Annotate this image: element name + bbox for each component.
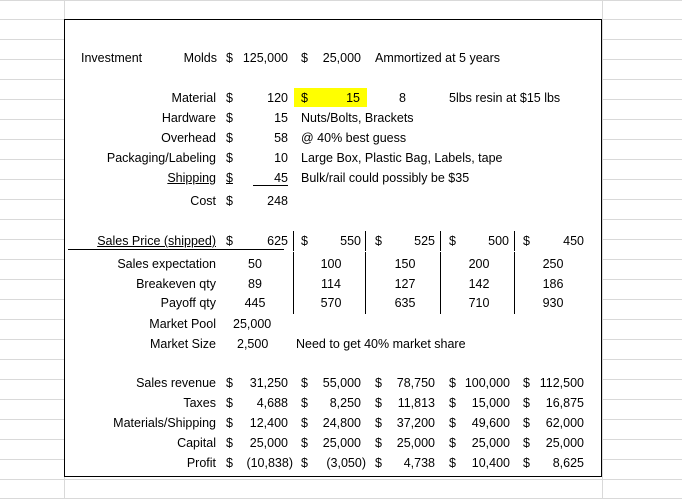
column-divider [293, 231, 294, 251]
market-size-value[interactable]: 2,500 [237, 337, 269, 351]
taxes-currency-5[interactable]: $ [523, 396, 530, 410]
sales-price-value-1[interactable]: 625 [267, 234, 288, 248]
sales-price-underline [68, 249, 284, 250]
sales-revenue-currency-4[interactable]: $ [449, 376, 456, 390]
sales-expectation-value-4[interactable]: 200 [468, 257, 490, 271]
materials-shipping-value-2[interactable]: 24,800 [322, 416, 361, 430]
capital-value-3[interactable]: 25,000 [396, 436, 435, 450]
sales-revenue-value-3[interactable]: 78,750 [396, 376, 435, 390]
sales-revenue-value-5[interactable]: 112,500 [539, 376, 584, 390]
investment-label[interactable]: Investment [81, 51, 143, 65]
material-value[interactable]: 120 [267, 91, 288, 105]
payoff-value-5[interactable]: 930 [542, 296, 564, 310]
materials-shipping-value-1[interactable]: 12,400 [249, 416, 288, 430]
taxes-currency-4[interactable]: $ [449, 396, 456, 410]
profit-value-2[interactable]: (3,050) [326, 456, 366, 470]
molds-currency[interactable]: $ [226, 51, 233, 65]
overhead-note[interactable]: @ 40% best guess [301, 131, 407, 145]
materials-shipping-value-5[interactable]: 62,000 [545, 416, 584, 430]
column-divider [365, 252, 366, 314]
sales-revenue-value-4[interactable]: 100,000 [464, 376, 510, 390]
column-divider [365, 231, 366, 251]
material-qty[interactable]: 8 [399, 91, 406, 105]
breakeven-value-1[interactable]: 89 [248, 277, 262, 291]
materials-shipping-currency-3[interactable]: $ [375, 416, 382, 430]
payoff-value-4[interactable]: 710 [468, 296, 490, 310]
shipping-value[interactable]: 45 [274, 171, 288, 185]
breakeven-value-4[interactable]: 142 [468, 277, 490, 291]
sales-price-currency-5[interactable]: $ [523, 234, 530, 248]
profit-currency-2[interactable]: $ [301, 456, 308, 470]
sales-price-currency-3[interactable]: $ [375, 234, 382, 248]
packaging-currency[interactable]: $ [226, 151, 233, 165]
profit-currency-1[interactable]: $ [226, 456, 233, 470]
column-divider [514, 252, 515, 314]
shipping-label[interactable]: Shipping [167, 171, 216, 185]
shipping-note[interactable]: Bulk/rail could possibly be $35 [301, 171, 470, 185]
shipping-underline [253, 185, 288, 186]
materials-shipping-value-3[interactable]: 37,200 [396, 416, 435, 430]
sales-price-currency-4[interactable]: $ [449, 234, 456, 248]
capital-label[interactable]: Capital [177, 436, 216, 450]
materials-shipping-currency-2[interactable]: $ [301, 416, 308, 430]
profit-currency-4[interactable]: $ [449, 456, 456, 470]
market-pool-label[interactable]: Market Pool [149, 317, 216, 331]
taxes-currency-1[interactable]: $ [226, 396, 233, 410]
sales-revenue-value-1[interactable]: 31,250 [249, 376, 288, 390]
sales-price-value-4[interactable]: 500 [488, 234, 509, 248]
market-size-note[interactable]: Need to get 40% market share [296, 337, 466, 351]
materials-shipping-label[interactable]: Materials/Shipping [113, 416, 216, 430]
taxes-currency-2[interactable]: $ [301, 396, 308, 410]
capital-value-4[interactable]: 25,000 [471, 436, 510, 450]
capital-currency-3[interactable]: $ [375, 436, 382, 450]
breakeven-value-3[interactable]: 127 [394, 277, 416, 291]
sales-expectation-label[interactable]: Sales expectation [117, 257, 216, 271]
column-divider [440, 231, 441, 251]
column-divider [293, 252, 294, 314]
breakeven-label[interactable]: Breakeven qty [136, 277, 216, 291]
sales-revenue-currency-3[interactable]: $ [375, 376, 382, 390]
hardware-label[interactable]: Hardware [161, 111, 216, 125]
molds-currency-2[interactable]: $ [301, 51, 308, 65]
materials-shipping-currency-5[interactable]: $ [523, 416, 530, 430]
investment-note[interactable]: Ammortized at 5 years [375, 51, 501, 65]
profit-value-1[interactable]: (10,838) [246, 456, 293, 470]
capital-value-2[interactable]: 25,000 [322, 436, 361, 450]
profit-label[interactable]: Profit [186, 456, 216, 470]
profit-currency-3[interactable]: $ [375, 456, 382, 470]
sales-revenue-currency-2[interactable]: $ [301, 376, 308, 390]
breakeven-value-2[interactable]: 114 [321, 277, 341, 291]
molds-value[interactable]: 125,000 [242, 51, 288, 65]
materials-shipping-value-4[interactable]: 49,600 [471, 416, 510, 430]
market-size-label[interactable]: Market Size [150, 337, 216, 351]
packaging-value[interactable]: 10 [274, 151, 288, 165]
packaging-note[interactable]: Large Box, Plastic Bag, Labels, tape [301, 151, 503, 165]
cost-value[interactable]: 248 [267, 194, 288, 208]
material-note[interactable]: 5lbs resin at $15 lbs [449, 91, 561, 105]
payoff-value-1[interactable]: 445 [244, 296, 266, 310]
taxes-value-5[interactable]: 16,875 [545, 396, 584, 410]
taxes-value-1[interactable]: 4,688 [256, 396, 288, 410]
sales-revenue-currency-1[interactable]: $ [226, 376, 233, 390]
molds-value-2[interactable]: 25,000 [322, 51, 361, 65]
overhead-value[interactable]: 58 [274, 131, 288, 145]
profit-value-4[interactable]: 10,400 [471, 456, 510, 470]
sales-price-currency-2[interactable]: $ [301, 234, 308, 248]
hardware-note[interactable]: Nuts/Bolts, Brackets [301, 111, 414, 125]
sales-price-value-5[interactable]: 450 [563, 234, 584, 248]
cost-label[interactable]: Cost [190, 194, 216, 208]
material-highlight-currency[interactable]: $ [301, 91, 308, 105]
packaging-label[interactable]: Packaging/Labeling [106, 151, 216, 165]
taxes-label[interactable]: Taxes [183, 396, 216, 410]
materials-shipping-currency-1[interactable]: $ [226, 416, 233, 430]
overhead-label[interactable]: Overhead [161, 131, 216, 145]
profit-value-5[interactable]: 8,625 [552, 456, 584, 470]
sales-price-currency-1[interactable]: $ [226, 234, 233, 248]
sales-expectation-value-1[interactable]: 50 [248, 257, 262, 271]
payoff-value-2[interactable]: 570 [320, 296, 342, 310]
hardware-currency[interactable]: $ [226, 111, 233, 125]
capital-currency-5[interactable]: $ [523, 436, 530, 450]
profit-currency-5[interactable]: $ [523, 456, 530, 470]
cost-analysis-sheet [64, 19, 602, 477]
molds-label[interactable]: Molds [183, 51, 217, 65]
overhead-currency[interactable]: $ [226, 131, 233, 145]
sales-price-label[interactable]: Sales Price (shipped) [97, 234, 216, 248]
payoff-value-3[interactable]: 635 [394, 296, 416, 310]
sales-price-value-2[interactable]: 550 [340, 234, 361, 248]
hardware-value[interactable]: 15 [274, 111, 288, 125]
breakeven-value-5[interactable]: 186 [542, 277, 564, 291]
cost-currency[interactable]: $ [226, 194, 233, 208]
capital-currency-2[interactable]: $ [301, 436, 308, 450]
column-divider [440, 252, 441, 314]
taxes-value-3[interactable]: 11,813 [397, 396, 435, 410]
payoff-label[interactable]: Payoff qty [160, 296, 216, 310]
material-highlight-value[interactable]: 15 [346, 91, 360, 105]
capital-value-1[interactable]: 25,000 [249, 436, 288, 450]
shipping-currency[interactable]: $ [226, 171, 233, 185]
sales-revenue-currency-5[interactable]: $ [523, 376, 530, 390]
sales-price-value-3[interactable]: 525 [414, 234, 435, 248]
taxes-value-4[interactable]: 15,000 [471, 396, 510, 410]
column-divider [514, 231, 515, 251]
material-label[interactable]: Material [171, 91, 216, 105]
capital-value-5[interactable]: 25,000 [545, 436, 584, 450]
material-currency[interactable]: $ [226, 91, 233, 105]
capital-currency-4[interactable]: $ [449, 436, 456, 450]
sales-revenue-value-2[interactable]: 55,000 [322, 376, 361, 390]
taxes-currency-3[interactable]: $ [375, 396, 382, 410]
market-pool-value[interactable]: 25,000 [233, 317, 272, 331]
taxes-value-2[interactable]: 8,250 [329, 396, 361, 410]
capital-currency-1[interactable]: $ [226, 436, 233, 450]
materials-shipping-currency-4[interactable]: $ [449, 416, 456, 430]
sales-expectation-value-2[interactable]: 100 [320, 257, 342, 271]
profit-value-3[interactable]: 4,738 [403, 456, 435, 470]
sales-revenue-label[interactable]: Sales revenue [136, 376, 216, 390]
sales-expectation-value-5[interactable]: 250 [542, 257, 564, 271]
sales-expectation-value-3[interactable]: 150 [394, 257, 416, 271]
